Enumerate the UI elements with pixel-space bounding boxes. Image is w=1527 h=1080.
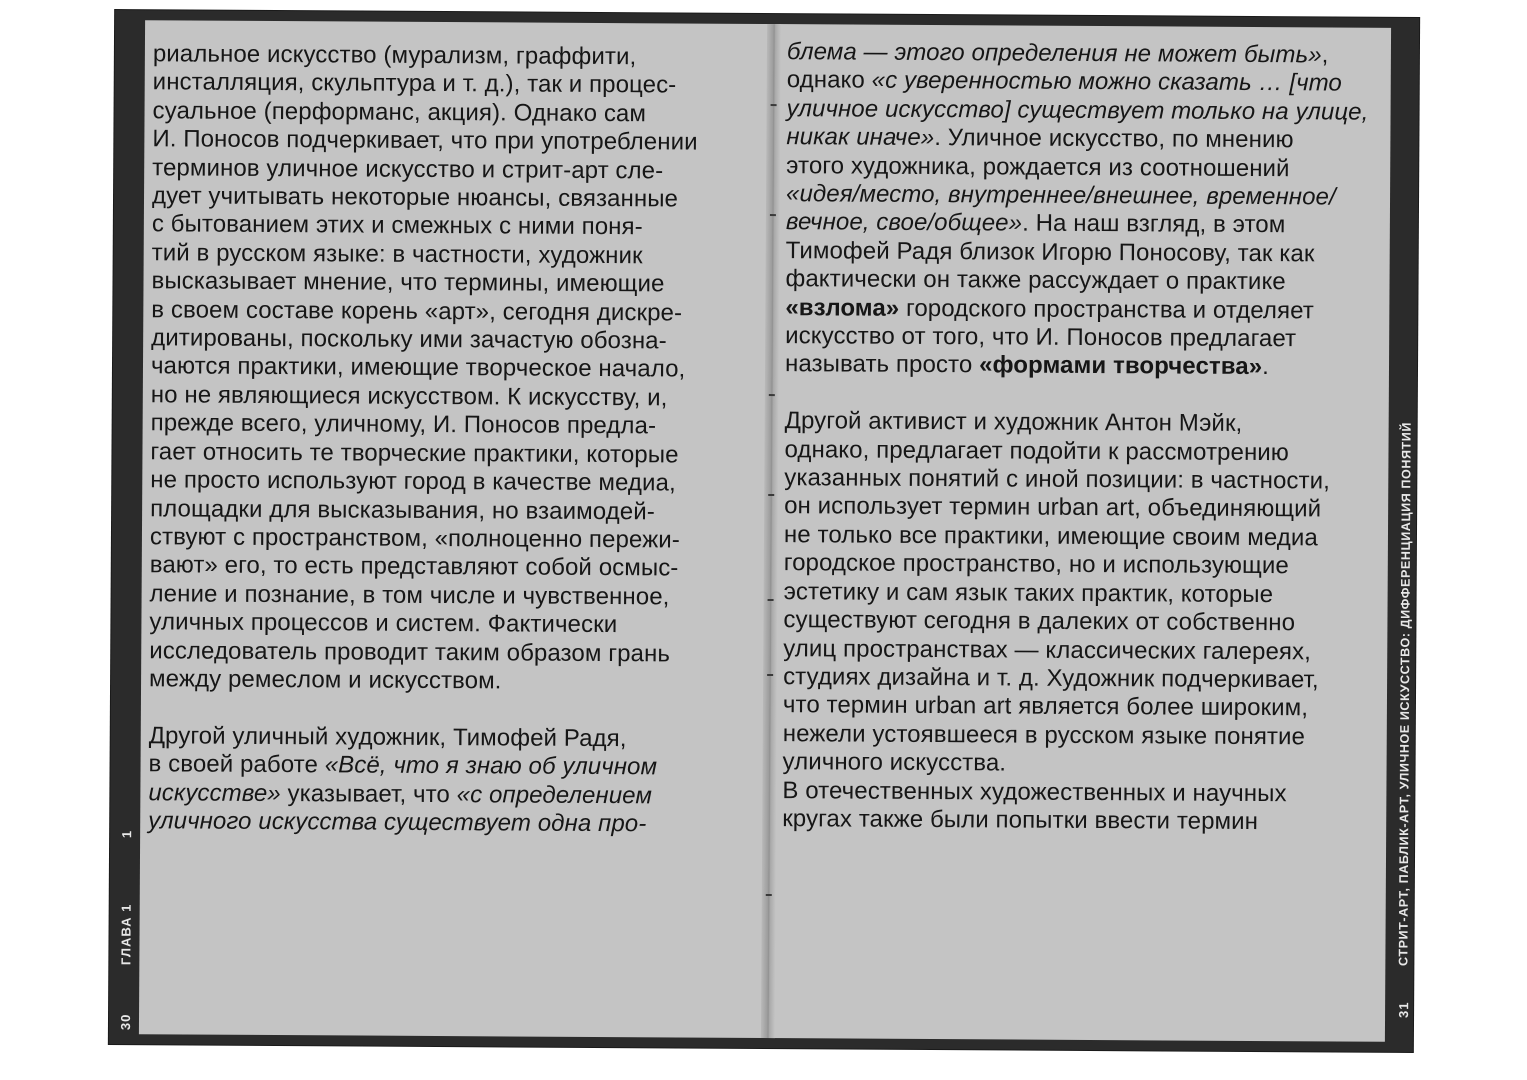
italic-quote: никак иначе» <box>786 123 935 152</box>
text-run: между ремеслом и искусством. <box>149 665 502 695</box>
text-run: исследователь проводит таким образом грань <box>149 636 671 667</box>
text-line <box>782 748 1372 780</box>
text-run: . На наш взгляд, в этом <box>1022 210 1286 239</box>
text-run: Другой уличный художник, Тимофей Радя, <box>148 721 627 752</box>
italic-quote: «с уверенностью можно сказать … [что <box>871 67 1343 97</box>
text-line <box>784 549 1374 581</box>
text-run: искусство от того, что И. Поносов предлагает <box>785 322 1297 353</box>
text-line <box>783 720 1373 752</box>
text-run: этого художника, рождается из соотношений <box>786 151 1290 182</box>
text-line <box>148 779 758 811</box>
text-line <box>785 322 1375 354</box>
text-line <box>150 495 760 527</box>
bold-term: «формами творчества» <box>979 351 1263 381</box>
chapter-label: ГЛАВА 1 <box>118 903 134 966</box>
text-run: площадки для высказывания, но взаимодей- <box>150 494 655 525</box>
text-run: городское пространство, но и использующие <box>783 549 1289 580</box>
text-run: инсталляция, скульптура и т. д.), так и процес- <box>152 68 677 99</box>
text-run: в своей работе <box>148 750 325 779</box>
italic-quote: «с определением <box>456 780 653 809</box>
right-page-body-text <box>782 38 1377 837</box>
chapter-number: 1 <box>119 829 135 839</box>
text-line <box>148 807 758 839</box>
italic-quote: вечное, свое/общее» <box>785 208 1023 238</box>
text-line <box>152 125 762 157</box>
binding-stitch <box>768 494 774 496</box>
text-line <box>787 38 1377 70</box>
text-line <box>149 637 759 669</box>
text-run: суальное (перформанс, акция). Однако сам <box>152 97 647 128</box>
right-page-number: 31 <box>1396 1001 1412 1018</box>
text-line <box>786 152 1376 184</box>
text-line <box>151 296 761 328</box>
binding-stitch <box>771 104 777 106</box>
text-run: вают» его, то есть представляют собой осмыс- <box>149 551 679 582</box>
text-line <box>152 97 762 129</box>
text-run: однако, предлагает подойти к рассмотрению <box>784 435 1290 466</box>
text-line <box>152 154 762 186</box>
running-header: СТРИТ-АРТ, ПАБЛИК-АРТ, УЛИЧНОЕ ИСКУССТВО: ДИФФЕРЕНЦИАЦИЯ ПОНЯТИЙ <box>1396 421 1414 966</box>
text-run: указанных понятий с иной позиции: в частности, <box>784 464 1331 495</box>
text-run: нежели устоявшееся в русском языке понятие <box>782 719 1306 751</box>
text-line <box>783 635 1373 667</box>
text-line <box>151 324 761 356</box>
text-line <box>782 805 1372 837</box>
text-line <box>150 523 760 555</box>
text-run: . <box>1262 353 1270 381</box>
text-line <box>148 750 758 782</box>
italic-quote: «Всё, что я знаю об уличном <box>324 751 658 781</box>
binding-stitch <box>766 894 772 896</box>
text-line <box>149 665 759 697</box>
italic-quote: уличного искусства существует одна про- <box>148 807 647 838</box>
left-page-body-text <box>148 40 763 839</box>
binding-stitch <box>770 214 776 216</box>
text-run: называть просто <box>784 350 980 379</box>
text-run: В отечественных художественных и научных <box>782 776 1287 807</box>
text-run: городского пространства и отделяет <box>899 294 1314 325</box>
text-run: ление и познание, в том числе и чувственное, <box>149 579 670 611</box>
text-run: существуют сегодня в далеких от собственно <box>783 606 1296 637</box>
right-page <box>767 24 1391 1042</box>
text-run: не только все практики, имеющие своим медиа <box>783 521 1318 552</box>
text-run: что термин urban art является более широким, <box>782 691 1309 722</box>
text-run: улиц пространствах — классических галереях, <box>783 634 1311 665</box>
text-line <box>151 410 761 442</box>
text-line <box>150 580 760 612</box>
text-line <box>784 464 1374 496</box>
text-line <box>153 69 763 101</box>
text-line <box>783 606 1373 638</box>
text-line <box>151 353 761 385</box>
left-page <box>139 20 775 1038</box>
text-run: студиях дизайна и т. д. Художник подчеркивает, <box>783 663 1319 694</box>
text-line <box>783 691 1373 723</box>
text-line <box>152 182 762 214</box>
text-run: И. Поносов подчеркивает, что при употреблении <box>152 125 698 156</box>
paragraph-break <box>149 694 759 726</box>
text-line <box>785 407 1375 439</box>
left-page-number: 30 <box>117 1013 134 1031</box>
text-run: терминов уличное искусство и стрит-арт сле- <box>152 153 664 185</box>
text-line <box>784 578 1374 610</box>
text-line <box>785 294 1375 326</box>
open-book-spread <box>109 10 1419 1052</box>
binding-stitch <box>769 394 775 396</box>
text-line <box>151 381 761 413</box>
text-line <box>786 95 1376 127</box>
text-run: дует учитывать некоторые нюансы, связанные <box>151 182 679 213</box>
text-run: риальное искусство (мурализм, граффити, <box>152 40 637 71</box>
text-run: Тимофей Радя близок Игорю Поносову, так как <box>785 236 1315 268</box>
text-line <box>152 211 762 243</box>
text-run: уличных процессов и систем. Фактически <box>149 608 618 639</box>
text-line <box>786 180 1376 212</box>
text-line <box>152 239 762 271</box>
text-run: однако <box>786 66 872 95</box>
text-line <box>786 123 1376 155</box>
text-line <box>784 521 1374 553</box>
italic-quote: уличное искусство] существует только на улице, <box>786 94 1369 126</box>
text-run: прежде всего, уличному, И. Поносов предла- <box>150 409 657 440</box>
text-run: . Уличное искусство, по мнению <box>934 124 1294 154</box>
text-run: дитированы, поскольку ими зачастую обозна- <box>151 324 667 355</box>
text-line <box>783 663 1373 695</box>
bold-term: «взлома» <box>785 293 900 322</box>
italic-quote: блема — этого определения не может быть» <box>786 38 1322 69</box>
text-run: в своем составе корень «арт», сегодня дискре- <box>151 295 683 327</box>
text-line <box>784 436 1374 468</box>
text-line <box>153 40 763 72</box>
text-line <box>150 438 760 470</box>
text-run: Другой активист и художник Антон Мэйк, <box>784 407 1243 438</box>
text-line <box>149 722 759 754</box>
text-line <box>784 493 1374 525</box>
text-line <box>785 351 1375 383</box>
text-run: фактически он также рассуждает о практике <box>785 265 1286 296</box>
italic-quote: «идея/место, внутреннее/внешнее, временное/ <box>785 180 1336 211</box>
text-run: , <box>1321 41 1329 69</box>
text-run: эстетику и сам язык таких практик, которые <box>783 577 1274 608</box>
text-run: он использует термин urban art, объединяющий <box>784 492 1322 523</box>
paragraph-break <box>785 379 1375 411</box>
text-run: с бытованием этих и смежных с ними поня- <box>151 210 643 241</box>
text-line <box>785 265 1375 297</box>
text-line <box>151 268 761 300</box>
text-run: гает относить те творческие практики, которые <box>150 437 679 469</box>
text-line <box>782 777 1372 809</box>
text-line <box>787 67 1377 99</box>
text-run: кругах также были попытки ввести термин <box>782 805 1259 835</box>
text-run: ствуют с пространством, «полноценно пережи- <box>149 523 680 554</box>
text-run: указывает, что <box>280 779 457 808</box>
text-line <box>150 466 760 498</box>
text-run: уличного искусства. <box>782 748 1007 777</box>
text-run: высказывает мнение, что термины, имеющие <box>151 267 665 298</box>
text-run: не просто используют город в качестве медиа, <box>150 466 676 497</box>
text-line <box>786 237 1376 269</box>
italic-quote: искусстве» <box>148 778 281 807</box>
binding-stitch <box>767 674 773 676</box>
text-line <box>149 608 759 640</box>
binding-stitch <box>768 599 774 601</box>
text-run: но не являющиеся искусством. К искусству, и, <box>150 381 668 412</box>
text-run: тий в русском языке: в частности, художник <box>151 239 643 270</box>
text-line <box>150 552 760 584</box>
text-run: чаются практики, имеющие творческое начало, <box>150 352 686 383</box>
text-line <box>786 209 1376 241</box>
